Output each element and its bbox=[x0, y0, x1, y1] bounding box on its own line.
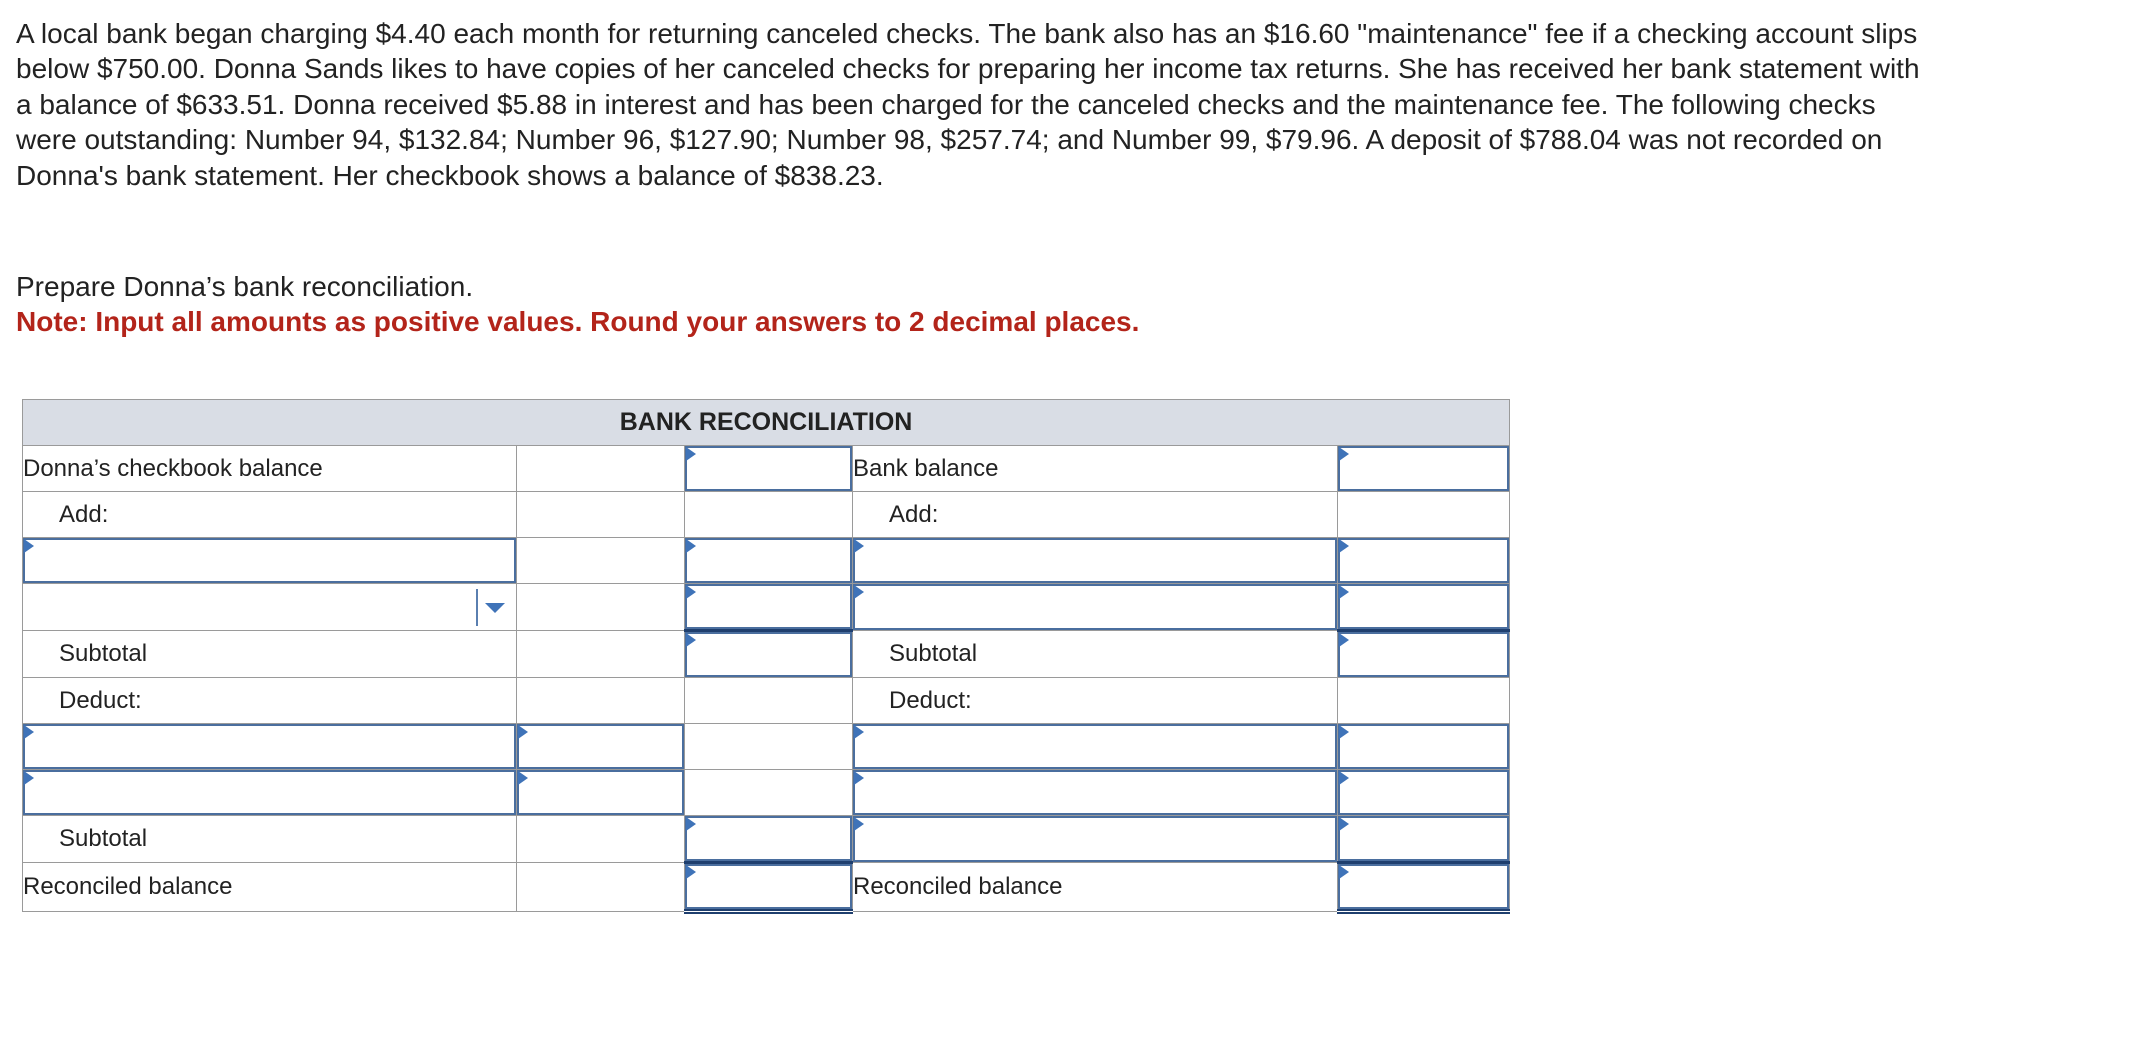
table-row bbox=[23, 631, 1510, 678]
checkbook-balance-label: Donna’s checkbook balance bbox=[23, 446, 517, 492]
table-row bbox=[23, 678, 1510, 724]
right-deduct-item-3-input[interactable] bbox=[853, 816, 1338, 863]
right-deduct-amount-3-input[interactable] bbox=[1338, 816, 1510, 863]
right-deduct-amount-2-input[interactable] bbox=[1338, 770, 1510, 816]
left-deduct-amount-2-input[interactable] bbox=[517, 770, 685, 816]
empty-cell bbox=[1338, 492, 1510, 538]
left-reconciled-input[interactable] bbox=[685, 863, 853, 912]
left-add-amount-2-input[interactable] bbox=[685, 584, 853, 631]
prompt-text: Prepare Donna’s bank reconciliation. bbox=[16, 271, 474, 302]
bank-balance-input[interactable] bbox=[1338, 446, 1510, 492]
right-add-amount-1-input[interactable] bbox=[1338, 538, 1510, 584]
table-row bbox=[23, 492, 1510, 538]
select-divider bbox=[476, 589, 478, 626]
chevron-down-icon[interactable] bbox=[485, 603, 505, 613]
table-title: BANK RECONCILIATION bbox=[23, 400, 1510, 446]
problem-statement bbox=[16, 16, 1936, 193]
empty-cell bbox=[517, 492, 685, 538]
right-subtotal-input[interactable] bbox=[1338, 631, 1510, 678]
empty-cell bbox=[517, 538, 685, 584]
right-deduct-item-2-input[interactable] bbox=[853, 770, 1338, 816]
empty-cell bbox=[517, 863, 685, 912]
table-row bbox=[23, 584, 1510, 631]
left-reconciled-label: Reconciled balance bbox=[23, 863, 517, 912]
left-add-label: Add: bbox=[23, 492, 517, 538]
right-subtotal-label: Subtotal bbox=[853, 631, 1338, 678]
right-add-amount-2-input[interactable] bbox=[1338, 584, 1510, 631]
header-row bbox=[23, 400, 1510, 446]
right-deduct-label: Deduct: bbox=[853, 678, 1338, 724]
right-reconciled-label: Reconciled balance bbox=[853, 863, 1338, 912]
bank-balance-label: Bank balance bbox=[853, 446, 1338, 492]
empty-cell bbox=[517, 446, 685, 492]
left-add-item-2-select[interactable] bbox=[23, 584, 517, 631]
table-row bbox=[23, 538, 1510, 584]
left-deduct-label: Deduct: bbox=[23, 678, 517, 724]
bank-reconciliation-table bbox=[22, 399, 1510, 914]
select-box[interactable] bbox=[23, 586, 516, 629]
empty-cell bbox=[1338, 678, 1510, 724]
table-row bbox=[23, 724, 1510, 770]
left-subtotal-1-input[interactable] bbox=[685, 631, 853, 678]
left-subtotal-1-label: Subtotal bbox=[23, 631, 517, 678]
left-add-amount-1-input[interactable] bbox=[685, 538, 853, 584]
empty-cell bbox=[517, 678, 685, 724]
left-subtotal-2-label: Subtotal bbox=[23, 816, 517, 863]
note-text: Note: Input all amounts as positive values. Round your answers to 2 decimal places. bbox=[16, 306, 1140, 338]
empty-cell bbox=[685, 770, 853, 816]
left-add-item-1-input[interactable] bbox=[23, 538, 517, 584]
left-deduct-amount-1-input[interactable] bbox=[517, 724, 685, 770]
empty-cell bbox=[517, 631, 685, 678]
right-reconciled-input[interactable] bbox=[1338, 863, 1510, 912]
right-deduct-item-1-input[interactable] bbox=[853, 724, 1338, 770]
table-row bbox=[23, 446, 1510, 492]
empty-cell bbox=[685, 678, 853, 724]
table-row bbox=[23, 770, 1510, 816]
checkbook-balance-input[interactable] bbox=[685, 446, 853, 492]
right-add-label: Add: bbox=[853, 492, 1338, 538]
right-add-item-2-input[interactable] bbox=[853, 584, 1338, 631]
right-add-item-1-input[interactable] bbox=[853, 538, 1338, 584]
empty-cell bbox=[517, 816, 685, 863]
empty-cell bbox=[517, 584, 685, 631]
problem-text: A local bank began charging $4.40 each month for returning canceled checks. The bank also has an $16.60 "maintenance" fee if a checking account slips below $750.00. Donna Sands likes to have copies of her canceled checks for preparing her income tax returns. She has received her bank statement with a balance of $633.51. Donna received $5.88 in interest and has been charged for the canceled checks and the maintenance fee. The following checks were outstanding: Number 94, $132.84; Number 96, $127.90; Number 98, $257.74; and Number 99, $79.96. A deposit of $788.04 was not recorded on Donna's bank statement. Her checkbook shows a balance of $838.23. bbox=[16, 18, 1920, 191]
table-row bbox=[23, 816, 1510, 863]
empty-cell bbox=[685, 724, 853, 770]
left-deduct-item-2-input[interactable] bbox=[23, 770, 517, 816]
right-deduct-amount-1-input[interactable] bbox=[1338, 724, 1510, 770]
instructions bbox=[16, 269, 1936, 340]
table-row bbox=[23, 863, 1510, 912]
left-subtotal-2-input[interactable] bbox=[685, 816, 853, 863]
empty-cell bbox=[685, 492, 853, 538]
left-deduct-item-1-input[interactable] bbox=[23, 724, 517, 770]
